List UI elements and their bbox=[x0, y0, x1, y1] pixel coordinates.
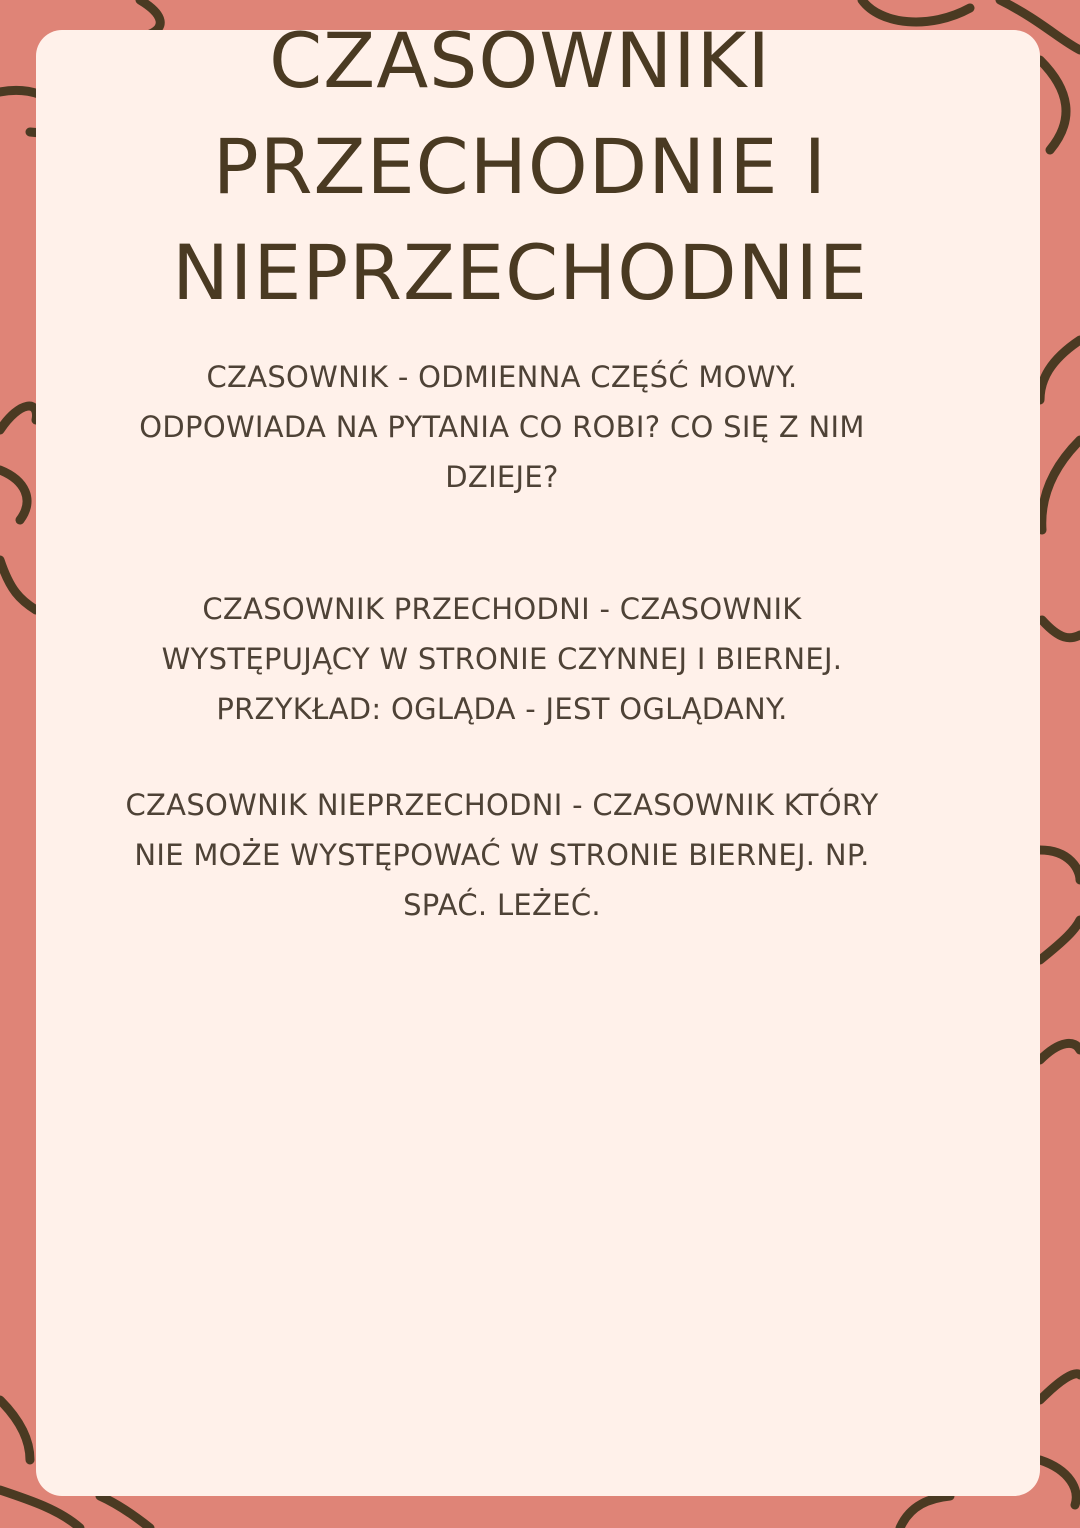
paragraph-line: CZASOWNIK NIEPRZECHODNI - CZASOWNIK KTÓRY bbox=[125, 788, 879, 822]
paragraph-line: ODPOWIADA NA PYTANIA CO ROBI? CO SIĘ Z NIM bbox=[139, 410, 865, 444]
paragraph-line: CZASOWNIK PRZECHODNI - CZASOWNIK bbox=[202, 592, 802, 626]
paragraph-line: NIE MOŻE WYSTĘPOWAĆ W STRONIE BIERNEJ. NP. bbox=[134, 838, 870, 872]
title-line: PRZECHODNIE I bbox=[212, 122, 828, 211]
title-line: CZASOWNIKI bbox=[269, 16, 771, 105]
title-line: NIEPRZECHODNIE bbox=[172, 228, 868, 317]
transitive-paragraph bbox=[60, 584, 944, 734]
paragraph-line: PRZYKŁAD: OGLĄDA - JEST OGLĄDANY. bbox=[216, 692, 788, 726]
paragraph-line: SPAĆ. LEŻEĆ. bbox=[403, 888, 601, 922]
definition-paragraph bbox=[60, 352, 944, 502]
paragraph-line: DZIEJE? bbox=[445, 460, 559, 494]
paragraph-line: CZASOWNIK - ODMIENNA CZĘŚĆ MOWY. bbox=[206, 360, 798, 394]
paragraph-line: WYSTĘPUJĄCY W STRONIE CZYNNEJ I BIERNEJ. bbox=[161, 642, 843, 676]
intransitive-paragraph bbox=[60, 780, 944, 930]
page-title bbox=[0, 8, 1040, 326]
